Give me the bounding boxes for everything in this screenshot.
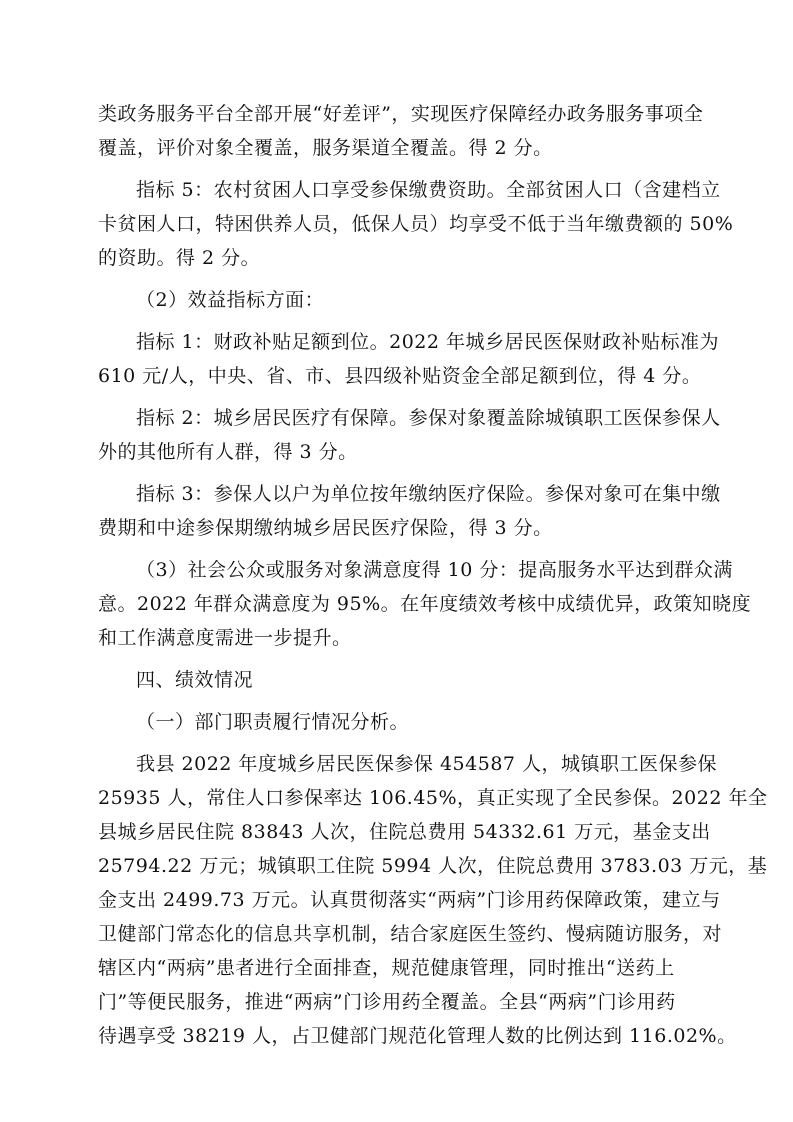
text-line-26: 待遇享受 38219 人，占卫健部门规范化管理人数的比例达到 116.02%。	[98, 1025, 737, 1047]
text-line-24: 辖区内“两病”患者进行全面排查，规范健康管理，同时推出“送药上	[98, 957, 675, 979]
text-line-1: 类政务服务平台全部开展“好差评”，实现医疗保障经办政务服务事项全	[98, 103, 704, 125]
text-line-15: 和工作满意度需进一步提升。	[98, 627, 352, 649]
text-line-4: 卡贫困人口，特困供养人员，低保人员）均享受不低于当年缴费额的 50%	[98, 213, 734, 235]
text-line-19: 25935 人，常住人口参保率达 106.45%，真正实现了全民参保。2022 年全	[98, 787, 768, 809]
text-line-7: 指标 1：财政补贴足额到位。2022 年城乡居民医保财政补贴标准为	[136, 331, 720, 353]
text-line-13: （3）社会公众或服务对象满意度得 10 分：提高服务水平达到群众满	[136, 559, 733, 581]
text-line-5: 的资助。得 2 分。	[98, 247, 261, 269]
document-body	[98, 97, 768, 1053]
section-heading-benefit-indicators: （2）效益指标方面：	[136, 289, 325, 311]
text-line-25: 门”等便民服务，推进“两病”门诊用药全覆盖。全县“两病”门诊用药	[98, 991, 676, 1013]
text-line-12: 费期和中途参保期缴纳城乡居民医疗保险，得 3 分。	[98, 517, 553, 539]
text-line-3: 指标 5：农村贫困人口享受参保缴费资助。全部贫困人口（含建档立	[136, 179, 721, 201]
section-heading-performance: 四、绩效情况	[136, 669, 254, 691]
document-page	[98, 97, 768, 1053]
text-line-9: 指标 2：城乡居民医疗有保障。参保对象覆盖除城镇职工医保参保人	[136, 407, 721, 429]
text-line-22: 金支出 2499.73 万元。认真贯彻落实“两病”门诊用药保障政策，建立与	[98, 889, 721, 911]
text-line-21: 25794.22 万元；城镇职工住院 5994 人次，住院总费用 3783.03 万元，基	[98, 855, 768, 877]
text-line-11: 指标 3：参保人以户为单位按年缴纳医疗保险。参保对象可在集中缴	[136, 483, 721, 505]
section-heading-duty-analysis: （一）部门职责履行情况分析。	[136, 711, 410, 733]
text-line-2: 覆盖，评价对象全覆盖，服务渠道全覆盖。得 2 分。	[98, 137, 553, 159]
text-line-8: 610 元/人，中央、省、市、县四级补贴资金全部足额到位，得 4 分。	[98, 365, 702, 387]
text-line-10: 外的其他所有人群，得 3 分。	[98, 441, 358, 463]
text-line-20: 县城乡居民住院 83843 人次，住院总费用 54332.61 万元，基金支出	[98, 821, 711, 843]
text-line-23: 卫健部门常态化的信息共享机制，结合家庭医生签约、慢病随访服务，对	[98, 923, 723, 945]
text-line-14: 意。2022 年群众满意度为 95%。在年度绩效考核中成绩优异，政策知晓度	[98, 593, 752, 615]
text-line-18: 我县 2022 年度城乡居民医保参保 454587 人，城镇职工医保参保	[136, 753, 718, 775]
